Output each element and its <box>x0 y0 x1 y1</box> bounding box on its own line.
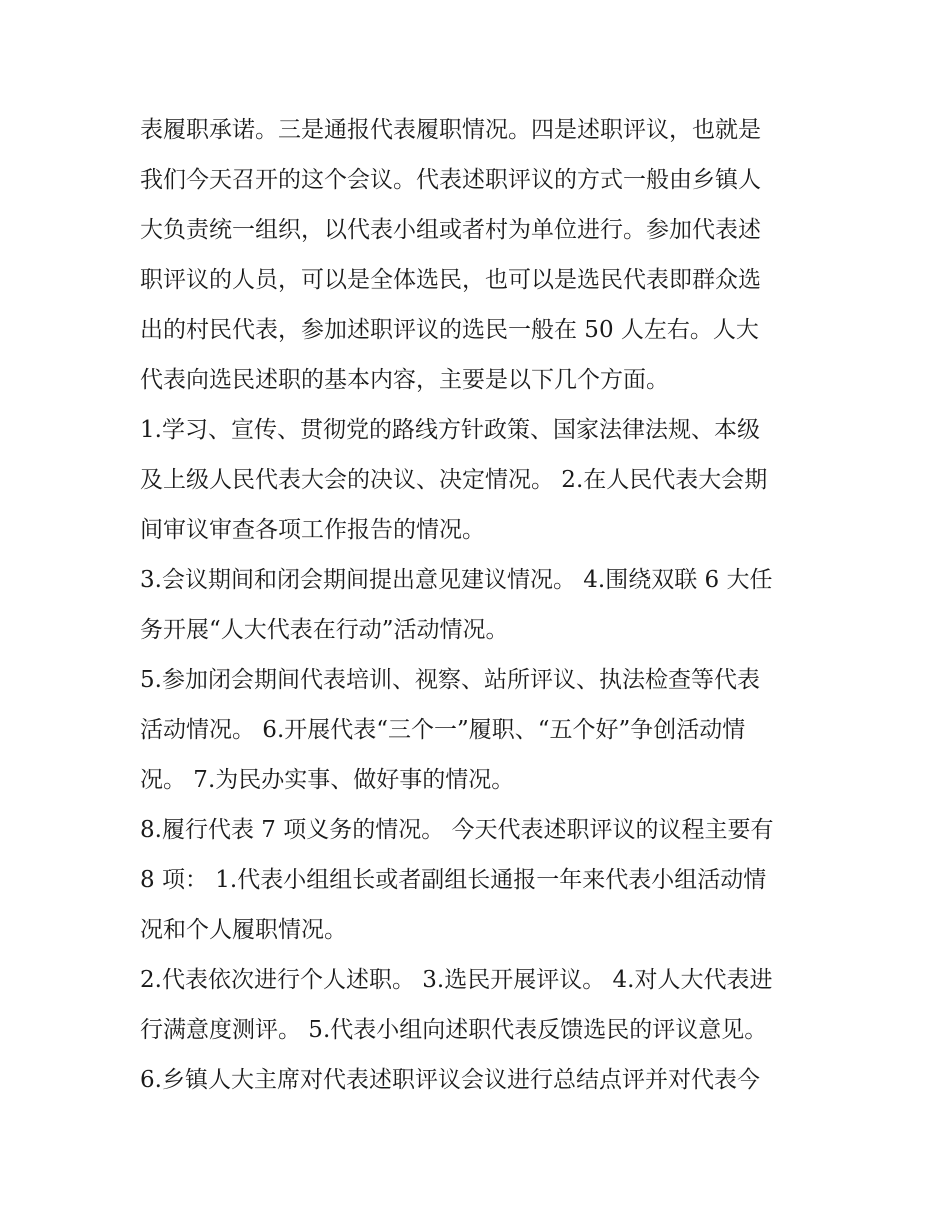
text-line: 况。 7.为民办实事、做好事的情况。 <box>140 767 515 793</box>
text-line: 6.乡镇人大主席对代表述职评议会议进行总结点评并对代表今 <box>140 1067 760 1093</box>
text-line: 况和个人履职情况。 <box>140 917 347 943</box>
text-line: 间审议审查各项工作报告的情况。 <box>140 517 485 543</box>
text-line: 2.代表依次进行个人述职。 3.选民开展评议。 4.对人大代表进 <box>140 967 773 993</box>
text-line: 我们今天召开的这个会议。代表述职评议的方式一般由乡镇人 <box>140 167 761 193</box>
text-line: 8.履行代表 7 项义务的情况。 今天代表述职评议的议程主要有 <box>140 817 774 843</box>
text-line: 及上级人民代表大会的决议、决定情况。 2.在人民代表大会期 <box>140 467 768 493</box>
text-line: 务开展“人大代表在行动”活动情况。 <box>140 617 509 643</box>
text-line: 3.会议期间和闭会期间提出意见建议情况。 4.围绕双联 6 大任 <box>140 567 773 593</box>
text-line: 8 项： 1.代表小组组长或者副组长通报一年来代表小组活动情 <box>140 867 767 893</box>
text-line: 大负责统一组织，以代表小组或者村为单位进行。参加代表述 <box>140 217 761 243</box>
text-line: 职评议的人员，可以是全体选民，也可以是选民代表即群众选 <box>140 267 761 293</box>
text-line: 活动情况。 6.开展代表“三个一”履职、“五个好”争创活动情 <box>140 717 746 743</box>
text-line: 行满意度测评。 5.代表小组向述职代表反馈选民的评议意见。 <box>140 1017 768 1043</box>
text-line: 出的村民代表，参加述职评议的选民一般在 50 人左右。人大 <box>140 317 759 343</box>
text-line: 1.学习、宣传、贯彻党的路线方针政策、国家法律法规、本级 <box>140 417 760 443</box>
text-line: 5.参加闭会期间代表培训、视察、站所评议、执法检查等代表 <box>140 667 760 693</box>
text-line: 代表向选民述职的基本内容，主要是以下几个方面。 <box>140 367 669 393</box>
text-line: 表履职承诺。三是通报代表履职情况。四是述职评议，也就是 <box>140 117 761 143</box>
